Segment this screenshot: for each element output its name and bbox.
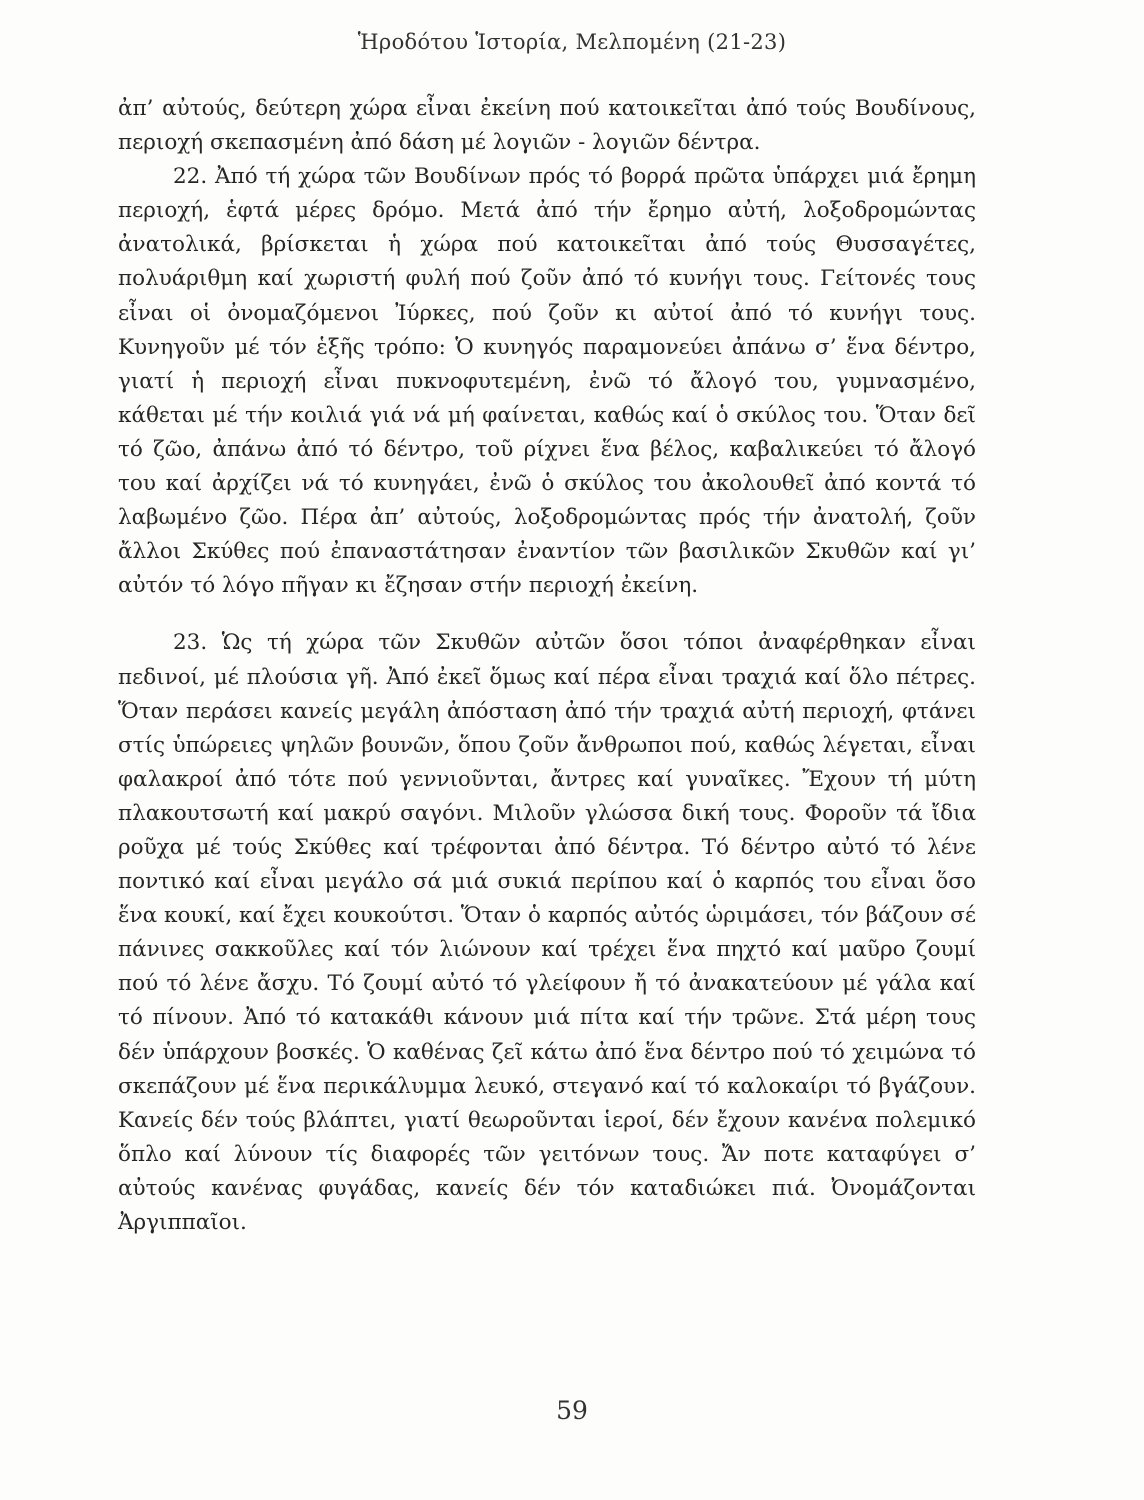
running-head: Ἡροδότου Ἱστορία, Μελπομένη (21-23) [357, 30, 787, 54]
body-text [118, 92, 976, 1240]
paragraph-23: 23. Ὡς τή χώρα τῶν Σκυθῶν αὐτῶν ὅσοι τόποι ἀναφέρθηκαν εἶναι πεδινοί, μέ πλούσια γῆ. Ἀπό ἐκεῖ ὅμως καί πέρα εἶναι τραχιά καί ὅλο πέτρες. Ὅταν περάσει κανείς μεγάλη ἀπόσταση ἀπό τήν τραχιά αὐτή περιοχή, φτάνει στίς ὑπώρειες ψηλῶν βουνῶν, ὅπου ζοῦν ἄνθρωποι πού, καθώς λέγεται, εἶναι φαλακροί ἀπό τότε πού γεννιοῦνται, ἄντρες καί γυναῖκες. Ἔχουν τή μύτη πλακουτσωτή καί μακρύ σαγόνι. Μιλοῦν γλώσσα δική τους. Φοροῦν τά ἴδια ροῦχα μέ τούς Σκύθες καί τρέφονται ἀπό δέντρα. Τό δέντρο αὐτό τό λένε ποντικό καί εἶναι μεγάλο σά μιά συκιά περίπου καί ὁ καρπός του εἶναι ὅσο ἕνα κουκί, καί ἔχει κουκούτσι. Ὅταν ὁ καρπός αὐτός ὡριμάσει, τόν βάζουν σέ πάνινες σακκοῦλες καί τόν λιώνουν καί τρέχει ἕνα πηχτό καί μαῦρο ζουμί πού τό λένε ἄσχυ. Τό ζουμί αὐτό τό γλείφουν ἤ τό ἀνακατεύουν μέ γάλα καί τό πίνουν. Ἀπό τό κατακάθι κάνουν μιά πίτα καί τήν τρῶνε. Στά μέρη τους δέν ὑπάρχουν βοσκές. Ὁ καθένας ζεῖ κάτω ἀπό ἕνα δέντρο πού τό χειμώνα τό σκεπάζουν μέ ἕνα περικάλυμμα λευκό, στεγανό καί τό καλοκαίρι τό βγάζουν. Κανείς δέν τούς βλάπτει, γιατί θεωροῦνται ἱεροί, δέν ἔχουν κανένα πολεμικό ὅπλο καί λύνουν τίς διαφορές τῶν γειτόνων τους. Ἄν ποτε καταφύγει σ’ αὐτούς κανένας φυγάδας, κανείς δέν τόν καταδιώκει πιά. Ὀνομάζονται Ἀργιππαῖοι. [118, 630, 976, 1235]
paragraph-continuation: ἀπ’ αὐτούς, δεύτερη χώρα εἶναι ἐκείνη πού κατοικεῖται ἀπό τούς Βουδίνους, περιοχή σκεπασμένη ἀπό δάση μέ λογιῶν - λογιῶν δέντρα. [118, 96, 976, 156]
page-number: 59 [556, 1396, 588, 1425]
paragraph-22: 22. Ἀπό τή χώρα τῶν Βουδίνων πρός τό βορρά πρῶτα ὑπάρχει μιά ἔρημη περιοχή, ἑφτά μέρες δρόμο. Μετά ἀπό τήν ἔρημο αὐτή, λοξοδρομώντας ἀνατολικά, βρίσκεται ἡ χώρα πού κατοικεῖται ἀπό τούς Θυσσαγέτες, πολυάριθμη καί χωριστή φυλή πού ζοῦν ἀπό τό κυνήγι τους. Γείτονές τους εἶναι οἱ ὀνομαζόμενοι Ἰύρκες, πού ζοῦν κι αὐτοί ἀπό τό κυνήγι τους. Κυνηγοῦν μέ τόν ἑξῆς τρόπο: Ὁ κυνηγός παραμονεύει ἀπάνω σ’ ἕνα δέντρο, γιατί ἡ περιοχή εἶναι πυκνοφυτεμένη, ἐνῶ τό ἄλογό του, γυμνασμένο, κάθεται μέ τήν κοιλιά γιά νά μή φαίνεται, καθώς καί ὁ σκύλος του. Ὅταν δεῖ τό ζῶο, ἀπάνω ἀπό τό δέντρο, τοῦ ρίχνει ἕνα βέλος, καβαλικεύει τό ἄλογό του καί ἀρχίζει νά τό κυνηγάει, ἐνῶ ὁ σκύλος του ἀκολουθεῖ ἀπό κοντά τό λαβωμένο ζῶο. Πέρα ἀπ’ αὐτούς, λοξοδρομώντας πρός τήν ἀνατολή, ζοῦν ἄλλοι Σκύθες πού ἐπαναστάτησαν ἐναντίον τῶν βασιλικῶν Σκυθῶν καί γι’ αὐτόν τό λόγο πῆγαν κι ἔζησαν στήν περιοχή ἐκείνη. [118, 164, 976, 599]
